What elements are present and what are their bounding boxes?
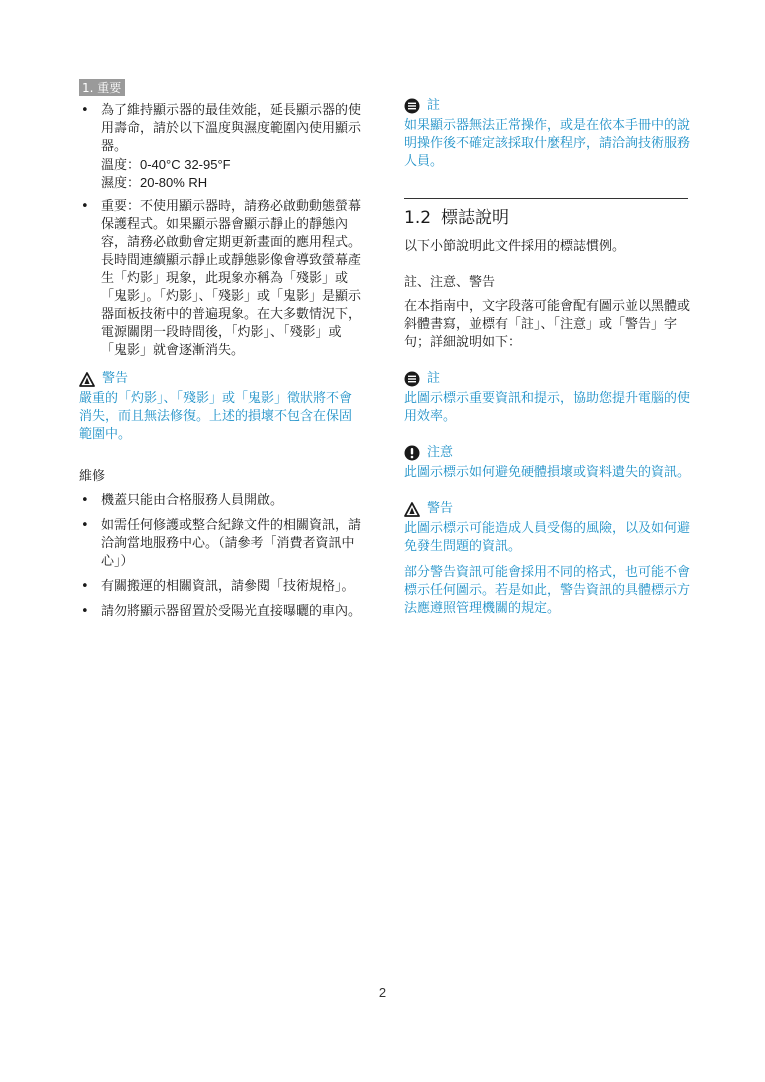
list-item (79, 492, 364, 510)
subsection-text: 在本指南中，文字段落可能會配有圖示並以黑體或斜體書寫，並標有「註」、「注意」或「警告」字句；詳細說明如下： (404, 299, 691, 350)
caution-label: 注意 (427, 445, 454, 460)
maintenance-list (79, 492, 364, 621)
caution-text: 此圖示標示如何避免硬體損壞或資料遺失的資訊。 (404, 465, 691, 480)
list-item (79, 198, 364, 360)
section-number: 1.2 (404, 208, 432, 228)
note-block (404, 370, 690, 426)
warning-block (79, 370, 364, 444)
warning-icon (404, 502, 420, 517)
temperature-spec: 溫度：0-40°C 32-95°F (101, 157, 231, 172)
note-icon (404, 98, 420, 114)
note-block-top (404, 97, 690, 171)
note-label: 註 (427, 98, 441, 113)
humidity-spec: 濕度：20-80% RH (101, 175, 208, 190)
bullet-dot: • (81, 199, 89, 214)
note-text: 此圖示標示重要資訊和提示，協助您提升電腦的使用效率。 (404, 391, 691, 424)
section-tag: 1. 重要 (79, 79, 125, 96)
section-heading (404, 207, 690, 229)
bullet-dot: • (81, 103, 89, 118)
warning-label: 警告 (427, 501, 454, 516)
list-item-text: 如需任何修護或整合紀錄文件的相關資訊，請洽詢當地服務中心。（請參考「消費者資訊中心」） (101, 518, 362, 569)
warning-text-extra: 部分警告資訊可能會採用不同的格式，也可能不會標示任何圖示。若是如此，警告資訊的具體標示方法應遵照管理機關的規定。 (404, 565, 691, 616)
section-title: 標誌說明 (441, 208, 510, 228)
warning-block (404, 500, 690, 618)
subsection-title: 註、注意、警告 (404, 275, 496, 290)
bullet-dot: • (81, 493, 89, 508)
caution-block (404, 444, 690, 482)
warning-text: 此圖示標示可能造成人員受傷的風險，以及如何避免發生問題的資訊。 (404, 521, 691, 554)
list-item-text: 請勿將顯示器留置於受陽光直接曝曬的車內。 (101, 604, 362, 619)
list-item (79, 578, 364, 596)
intro-text: 以下小節說明此文件採用的標誌慣例。 (404, 239, 626, 254)
section-divider (404, 198, 688, 199)
bullet-dot: • (81, 579, 89, 594)
important-list (79, 102, 364, 360)
bullet-dot: • (81, 518, 89, 533)
page-number: 2 (378, 985, 387, 1000)
warning-label: 警告 (102, 371, 129, 386)
note-text: 如果顯示器無法正常操作，或是在依本手冊中的說明操作後不確定該採取什麼程序，請洽詢技術服務人員。 (404, 118, 691, 169)
list-item (79, 603, 364, 621)
bullet-dot: • (81, 604, 89, 619)
list-item-text: 重要：不使用顯示器時，請務必啟動動態螢幕保護程式。如果顯示器會顯示靜止的靜態內容，請務必啟動會定期更新畫面的應用程式。長時間連續顯示靜止或靜態影像會導致螢幕產生「灼影」現象，此現象亦稱為「殘影」或「鬼影」。「灼影」、「殘影」或「鬼影」是顯示器面板技術中的普遍現象。在大多數情況下，電源關閉一段時間後，「灼影」、「殘影」或「鬼影」就會逐漸消失。 (101, 199, 362, 358)
note-label: 註 (427, 371, 441, 386)
list-item-text: 有關搬運的相關資訊，請參閱「技術規格」。 (101, 579, 355, 594)
list-item (79, 102, 364, 192)
warning-text: 嚴重的「灼影」、「殘影」或「鬼影」徵狀將不會消失，而且無法修復。上述的損壞不包含在保固範圍中。 (79, 391, 353, 442)
caution-icon (404, 445, 420, 461)
left-column (79, 77, 364, 628)
right-column (404, 97, 690, 618)
warning-icon (79, 372, 95, 387)
list-item-text: 為了維持顯示器的最佳效能，延長顯示器的使用壽命，請於以下溫度與濕度範圍內使用顯示器。 (101, 103, 362, 154)
list-item-text: 機蓋只能由合格服務人員開啟。 (101, 493, 284, 508)
maintenance-title: 維修 (79, 469, 106, 484)
list-item (79, 517, 364, 571)
note-icon (404, 371, 420, 387)
